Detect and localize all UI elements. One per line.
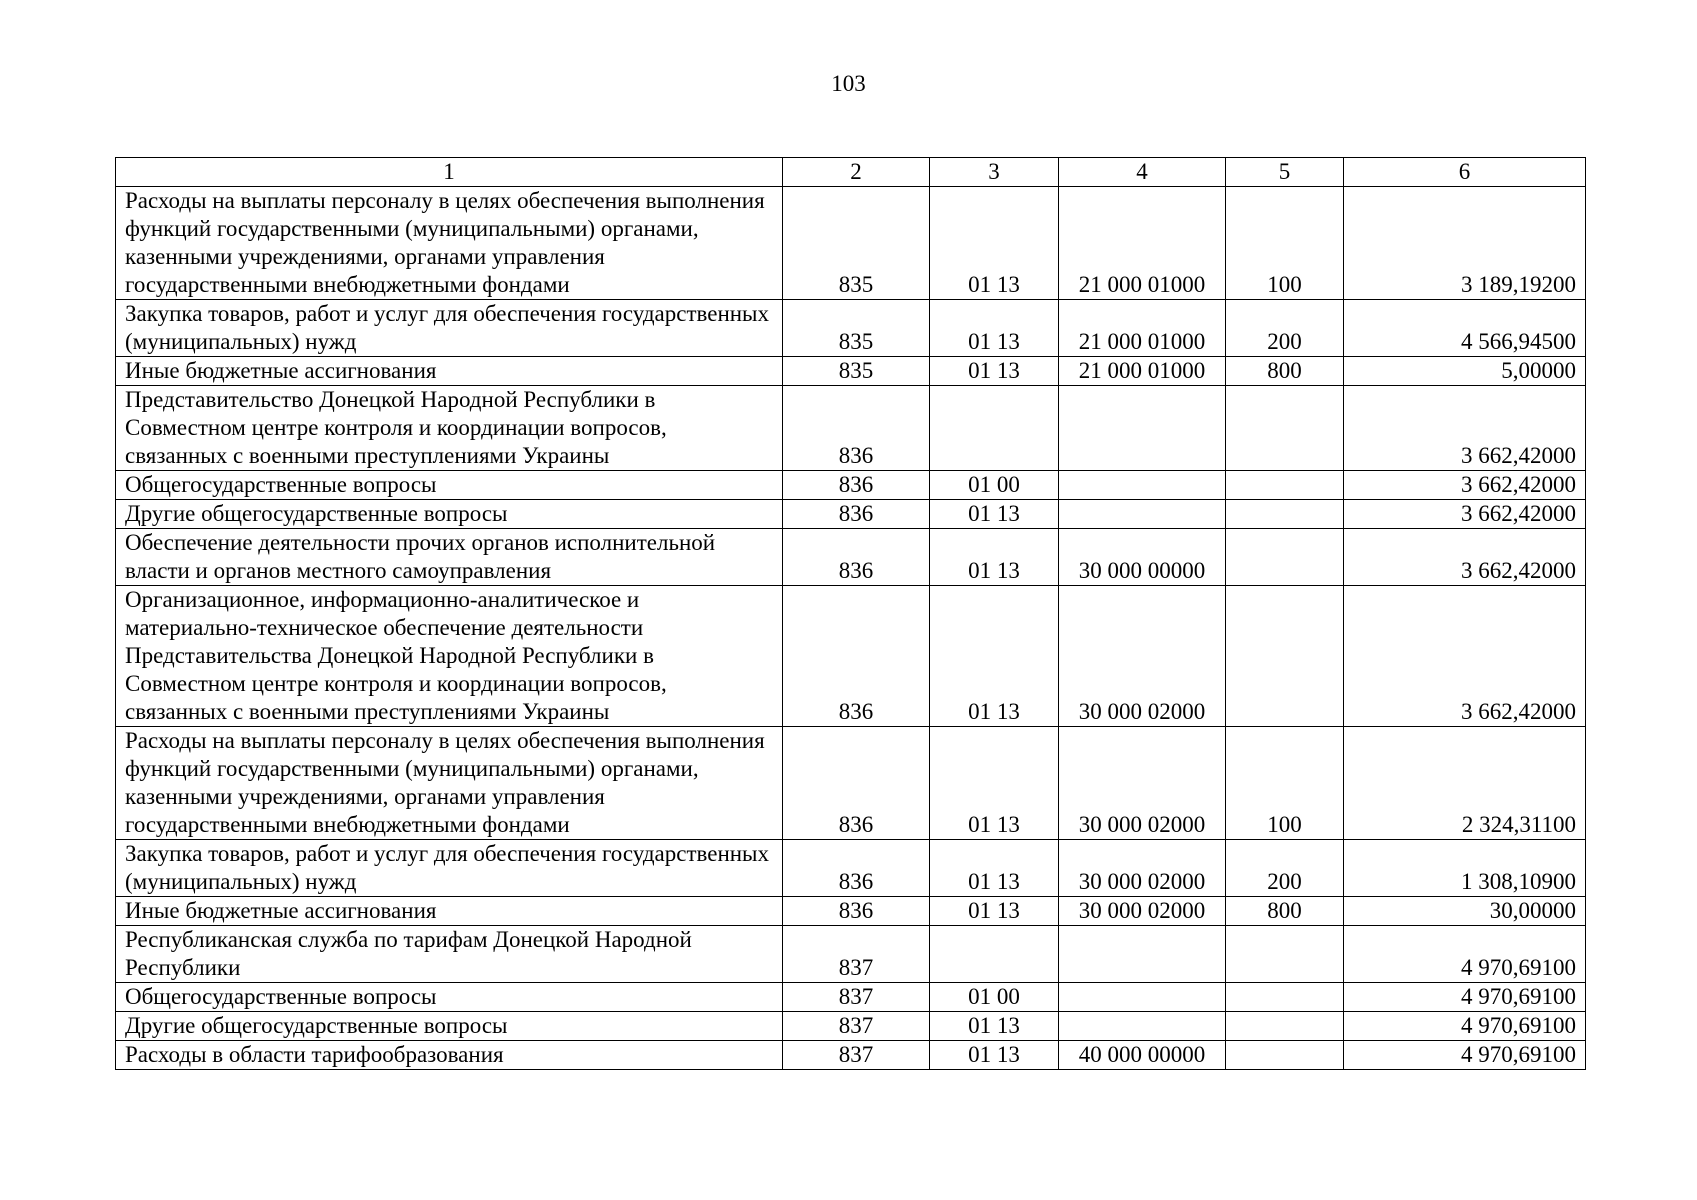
target-code-cell: 30 000 02000 <box>1059 727 1226 840</box>
table-row <box>116 357 1586 386</box>
admin-code-cell: 836 <box>783 727 930 840</box>
amount-cell: 4 970,69100 <box>1344 1012 1586 1041</box>
row-name-cell: Обеспечение деятельности прочих органов исполнительной власти и органов местного самоуправления <box>116 529 783 586</box>
table-row <box>116 529 1586 586</box>
column-header: 6 <box>1344 158 1586 187</box>
target-code-cell <box>1059 1012 1226 1041</box>
row-name-cell: Иные бюджетные ассигнования <box>116 357 783 386</box>
table-row <box>116 187 1586 300</box>
admin-code-cell: 836 <box>783 500 930 529</box>
section-code-cell: 01 13 <box>930 300 1059 357</box>
amount-cell: 3 662,42000 <box>1344 529 1586 586</box>
target-code-cell <box>1059 500 1226 529</box>
table-row <box>116 727 1586 840</box>
target-code-cell <box>1059 926 1226 983</box>
section-code-cell <box>930 386 1059 471</box>
section-code-cell: 01 13 <box>930 529 1059 586</box>
amount-cell: 4 566,94500 <box>1344 300 1586 357</box>
section-code-cell: 01 13 <box>930 897 1059 926</box>
row-name-cell: Расходы на выплаты персоналу в целях обеспечения выполнения функций государственными (муниципальными) органами, казенными учреждениями, органами управления государственными внебюджетными фондами <box>116 187 783 300</box>
expense-type-code-cell: 200 <box>1226 840 1344 897</box>
expense-type-code-cell: 100 <box>1226 187 1344 300</box>
section-code-cell: 01 00 <box>930 983 1059 1012</box>
row-name-cell: Другие общегосударственные вопросы <box>116 500 783 529</box>
admin-code-cell: 836 <box>783 840 930 897</box>
table-row <box>116 1012 1586 1041</box>
section-code-cell: 01 13 <box>930 357 1059 386</box>
column-header: 3 <box>930 158 1059 187</box>
admin-code-cell: 835 <box>783 357 930 386</box>
header-row <box>116 158 1586 187</box>
amount-cell: 3 662,42000 <box>1344 471 1586 500</box>
section-code-cell: 01 13 <box>930 1041 1059 1070</box>
expense-type-code-cell: 800 <box>1226 897 1344 926</box>
target-code-cell: 30 000 02000 <box>1059 897 1226 926</box>
budget-table <box>115 157 1586 1070</box>
admin-code-cell: 836 <box>783 529 930 586</box>
amount-cell: 4 970,69100 <box>1344 983 1586 1012</box>
target-code-cell: 40 000 00000 <box>1059 1041 1226 1070</box>
row-name-cell: Другие общегосударственные вопросы <box>116 1012 783 1041</box>
expense-type-code-cell <box>1226 529 1344 586</box>
expense-type-code-cell <box>1226 926 1344 983</box>
section-code-cell: 01 13 <box>930 586 1059 727</box>
column-header: 1 <box>116 158 783 187</box>
expense-type-code-cell: 800 <box>1226 357 1344 386</box>
expense-type-code-cell <box>1226 1012 1344 1041</box>
admin-code-cell: 837 <box>783 926 930 983</box>
column-header: 4 <box>1059 158 1226 187</box>
admin-code-cell: 837 <box>783 1012 930 1041</box>
amount-cell: 1 308,10900 <box>1344 840 1586 897</box>
row-name-cell: Организационное, информационно-аналитическое и материально-техническое обеспечение деятельности Представительства Донецкой Народной Республики в Совместном центре контроля и координации вопросов, связанных с военными преступлениями Украины <box>116 586 783 727</box>
row-name-cell: Расходы на выплаты персоналу в целях обеспечения выполнения функций государственными (муниципальными) органами, казенными учреждениями, органами управления государственными внебюджетными фондами <box>116 727 783 840</box>
target-code-cell <box>1059 983 1226 1012</box>
page-number: 103 <box>831 71 866 96</box>
admin-code-cell: 836 <box>783 386 930 471</box>
section-code-cell: 01 13 <box>930 840 1059 897</box>
row-name-cell: Закупка товаров, работ и услуг для обеспечения государственных (муниципальных) нужд <box>116 840 783 897</box>
admin-code-cell: 836 <box>783 897 930 926</box>
target-code-cell: 30 000 02000 <box>1059 586 1226 727</box>
section-code-cell: 01 13 <box>930 187 1059 300</box>
admin-code-cell: 836 <box>783 586 930 727</box>
table-row <box>116 500 1586 529</box>
section-code-cell: 01 13 <box>930 727 1059 840</box>
row-name-cell: Иные бюджетные ассигнования <box>116 897 783 926</box>
amount-cell: 3 662,42000 <box>1344 386 1586 471</box>
target-code-cell: 21 000 01000 <box>1059 187 1226 300</box>
amount-cell: 3 662,42000 <box>1344 500 1586 529</box>
section-code-cell <box>930 926 1059 983</box>
table-row <box>116 386 1586 471</box>
admin-code-cell: 835 <box>783 187 930 300</box>
target-code-cell: 30 000 00000 <box>1059 529 1226 586</box>
target-code-cell <box>1059 471 1226 500</box>
target-code-cell: 21 000 01000 <box>1059 300 1226 357</box>
target-code-cell: 21 000 01000 <box>1059 357 1226 386</box>
admin-code-cell: 835 <box>783 300 930 357</box>
row-name-cell: Представительство Донецкой Народной Республики в Совместном центре контроля и координации вопросов, связанных с военными преступлениями Украины <box>116 386 783 471</box>
row-name-cell: Общегосударственные вопросы <box>116 471 783 500</box>
table-row <box>116 840 1586 897</box>
expense-type-code-cell <box>1226 1041 1344 1070</box>
expense-type-code-cell <box>1226 983 1344 1012</box>
amount-cell: 30,00000 <box>1344 897 1586 926</box>
admin-code-cell: 837 <box>783 983 930 1012</box>
row-name-cell: Закупка товаров, работ и услуг для обеспечения государственных (муниципальных) нужд <box>116 300 783 357</box>
table-row <box>116 897 1586 926</box>
expense-type-code-cell: 100 <box>1226 727 1344 840</box>
amount-cell: 2 324,31100 <box>1344 727 1586 840</box>
table-row <box>116 586 1586 727</box>
table-row <box>116 471 1586 500</box>
amount-cell: 5,00000 <box>1344 357 1586 386</box>
row-name-cell: Республиканская служба по тарифам Донецкой Народной Республики <box>116 926 783 983</box>
amount-cell: 3 189,19200 <box>1344 187 1586 300</box>
table-body <box>116 187 1586 1070</box>
expense-type-code-cell <box>1226 386 1344 471</box>
expense-type-code-cell: 200 <box>1226 300 1344 357</box>
section-code-cell: 01 13 <box>930 500 1059 529</box>
admin-code-cell: 836 <box>783 471 930 500</box>
expense-type-code-cell <box>1226 586 1344 727</box>
expense-type-code-cell <box>1226 471 1344 500</box>
table-row <box>116 300 1586 357</box>
table-row <box>116 1041 1586 1070</box>
table-row <box>116 926 1586 983</box>
column-header: 2 <box>783 158 930 187</box>
target-code-cell <box>1059 386 1226 471</box>
row-name-cell: Общегосударственные вопросы <box>116 983 783 1012</box>
section-code-cell: 01 13 <box>930 1012 1059 1041</box>
section-code-cell: 01 00 <box>930 471 1059 500</box>
amount-cell: 3 662,42000 <box>1344 586 1586 727</box>
row-name-cell: Расходы в области тарифообразования <box>116 1041 783 1070</box>
expense-type-code-cell <box>1226 500 1344 529</box>
table-row <box>116 983 1586 1012</box>
admin-code-cell: 837 <box>783 1041 930 1070</box>
amount-cell: 4 970,69100 <box>1344 926 1586 983</box>
amount-cell: 4 970,69100 <box>1344 1041 1586 1070</box>
column-header: 5 <box>1226 158 1344 187</box>
target-code-cell: 30 000 02000 <box>1059 840 1226 897</box>
